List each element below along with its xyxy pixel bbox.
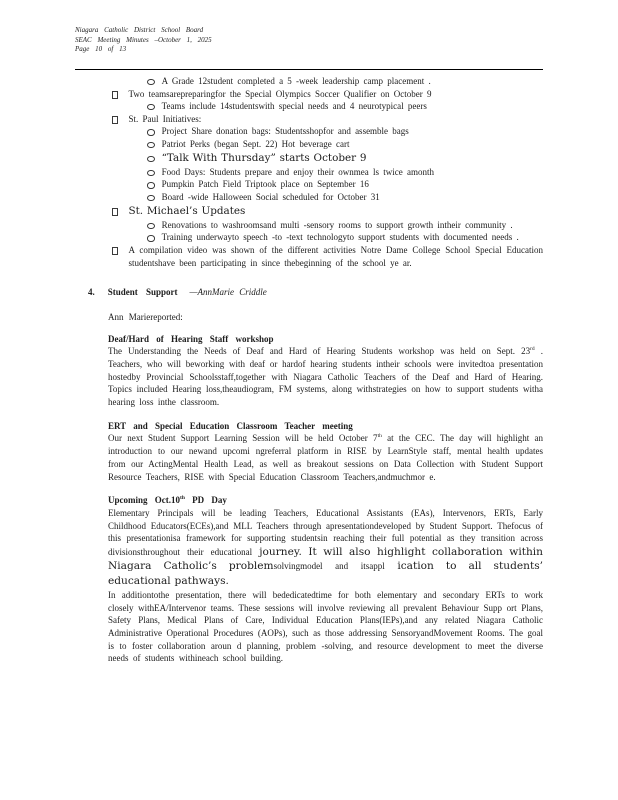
paragraph-text-large: journey. It will also highlight collaboration within Niagara Catholic’s problem [108,545,543,573]
list-item [75,219,543,232]
paragraph-text: solvingmodel and itsappl [273,561,398,572]
list-item [75,204,543,219]
circle-bullet-icon [147,129,155,135]
heading-text: PD Day [184,495,227,506]
square-bullet-icon [112,208,118,216]
circle-bullet-icon [147,195,155,201]
paragraph-text: at the CEC. The day will highlight an introduction to our newand upcomi ngreferral platform in RISE by LearnStyle staff, mental health updates from our ActingMental Health Lead, as well as breakout sessions on Data Collection with Student Support Resource Teachers, RISE with Special Education Classroom Teachers,andmuchmor e. [108,433,543,482]
circle-bullet-icon [147,156,155,162]
list-item-text: Training underwayto speech -to -text technologyto support students with documented needs . [161,232,519,243]
list-item-text: Pumpkin Patch Field Triptook place on September 16 [161,179,369,190]
paragraph: In additiontothe presentation, there will bededicatedtime for both elementary and secondary ERTs to work closely withEA/Intervenor teams. These sessions will involve reviewing all prevalent Behaviour Supp ort Plans, Safety Plans, Medical Plans of Care, Individual Education Plans(IEPs),and any related Niagara Catholic Administrative Operational Procedures (AOPs), such as those addressing SensoryandMovement Rooms. The goal is to foster collaboration aroun d planning, problem -solving, and resource development to meet the diverse needs of students withineach school building. [108,589,543,664]
circle-bullet-icon [147,235,155,241]
circle-bullet-icon [147,223,155,229]
header-meeting-title: SEAC Meeting Minutes –October 1, 2025 [75,35,212,44]
list-item [75,113,543,126]
list-item [75,166,543,179]
list-item-text: Board -wide Halloween Social scheduled for October 31 [161,191,380,202]
document-header [75,26,212,55]
paragraph-text: Elementary Principals will be leading Teachers, Educational Assistants (EAs), Intervenors, ERTs, Early Childhood Educators(ECEs),and MLL Teachers through apresentationdeveloped by Student Support. Thefocus of this presentationisa framework for supporting studentsin reaching their full potential as they transition across divisionsthroughout their educational [108,507,543,557]
superscript: th [377,433,382,440]
paragraph [108,345,543,409]
circle-bullet-icon [147,170,155,176]
square-bullet-icon [112,91,118,99]
list-item-text: Project Share donation bags: Studentsshopfor and assemble bags [161,126,409,137]
list-item-text: A compilation video was shown of the different activities Notre Dame College School Special Education studentshave been participating in since thebeginning of the school ye ar. [128,244,543,268]
paragraph [108,507,543,589]
document-content [75,75,543,665]
list-item-text: Food Days: Students prepare and enjoy their ownmea ls twice amonth [161,166,435,177]
list-item [75,191,543,204]
list-item-text: St. Michael’s Updates [128,204,246,217]
superscript: th [180,495,185,502]
circle-bullet-icon [147,182,155,188]
list-item [75,75,543,88]
square-bullet-icon [112,247,118,255]
paragraph [108,432,543,483]
list-item-text: Renovations to washroomsand multi -sensory rooms to support growth intheir community . [161,219,513,230]
paragraph-text: Our next Student Support Learning Session will be held October 7 [108,433,378,444]
list-item-text: “Talk With Thursday” starts October 9 [161,151,367,164]
updates-list [75,75,543,269]
paragraph-text: . Teachers, who will beworking with deaf or hardof hearing students intheir schools were invitedtoa presentation hostedby Provincial Schoolsstaff,together with Niagara Catholic Teachers of the Deaf and Hard of Hearing. Topics included Hearing loss,theaudiogram, FM systems, along withstrategies on how to support students witha hearing loss inthe classroom. [108,346,543,408]
list-item [75,125,543,138]
list-item [75,178,543,191]
subsection-pd-day [108,494,543,665]
list-item-text: Two teamsarepreparingfor the Special Olympics Soccer Qualifier on October 9 [128,88,432,99]
subsection-ert-meeting [108,420,543,483]
paragraph-text: The Understanding the Needs of Deaf and Hard of Hearing Students workshop was held on Sept. 23 [108,346,531,357]
report-intro: Ann Mariereported: [108,311,183,322]
header-page-number: Page 10 of 13 [75,45,127,53]
list-item-text: Teams include 14studentswith special needs and 4 neurotypical peers [161,101,427,112]
square-bullet-icon [112,116,118,124]
list-item [75,100,543,113]
section-presenter: —AnnMarie Criddle [189,287,267,298]
list-item [75,138,543,151]
subsection-heading [108,494,543,507]
heading-text: Upcoming Oct.10 [108,495,180,506]
subsection-heading: ERT and Special Education Classroom Teacher meeting [108,420,353,431]
list-item [75,231,543,244]
list-item-text: A Grade 12student completed a 5 -week leadership camp placement . [161,76,431,86]
list-item-text: St. Paul Initiatives: [128,113,202,124]
subsection-workshop [108,333,543,409]
superscript: rd [530,346,535,353]
circle-bullet-icon [147,142,155,148]
subsection-heading: Deaf/Hard of Hearing Staff workshop [108,333,274,344]
list-item [75,151,543,166]
list-item [75,88,543,101]
circle-bullet-icon [147,104,155,110]
list-item-text: Patriot Perks (began Sept. 22) Hot beverage cart [161,138,350,149]
paragraph-text-large: ication to all students’ educational pathways. [108,560,544,587]
section-heading [88,286,543,299]
header-divider [75,69,543,70]
section-title: Student Support [107,287,178,298]
section-number: 4. [88,287,95,298]
list-item [75,244,543,269]
header-board-name: Niagara Catholic District School Board [75,26,204,34]
circle-bullet-icon [147,79,155,85]
